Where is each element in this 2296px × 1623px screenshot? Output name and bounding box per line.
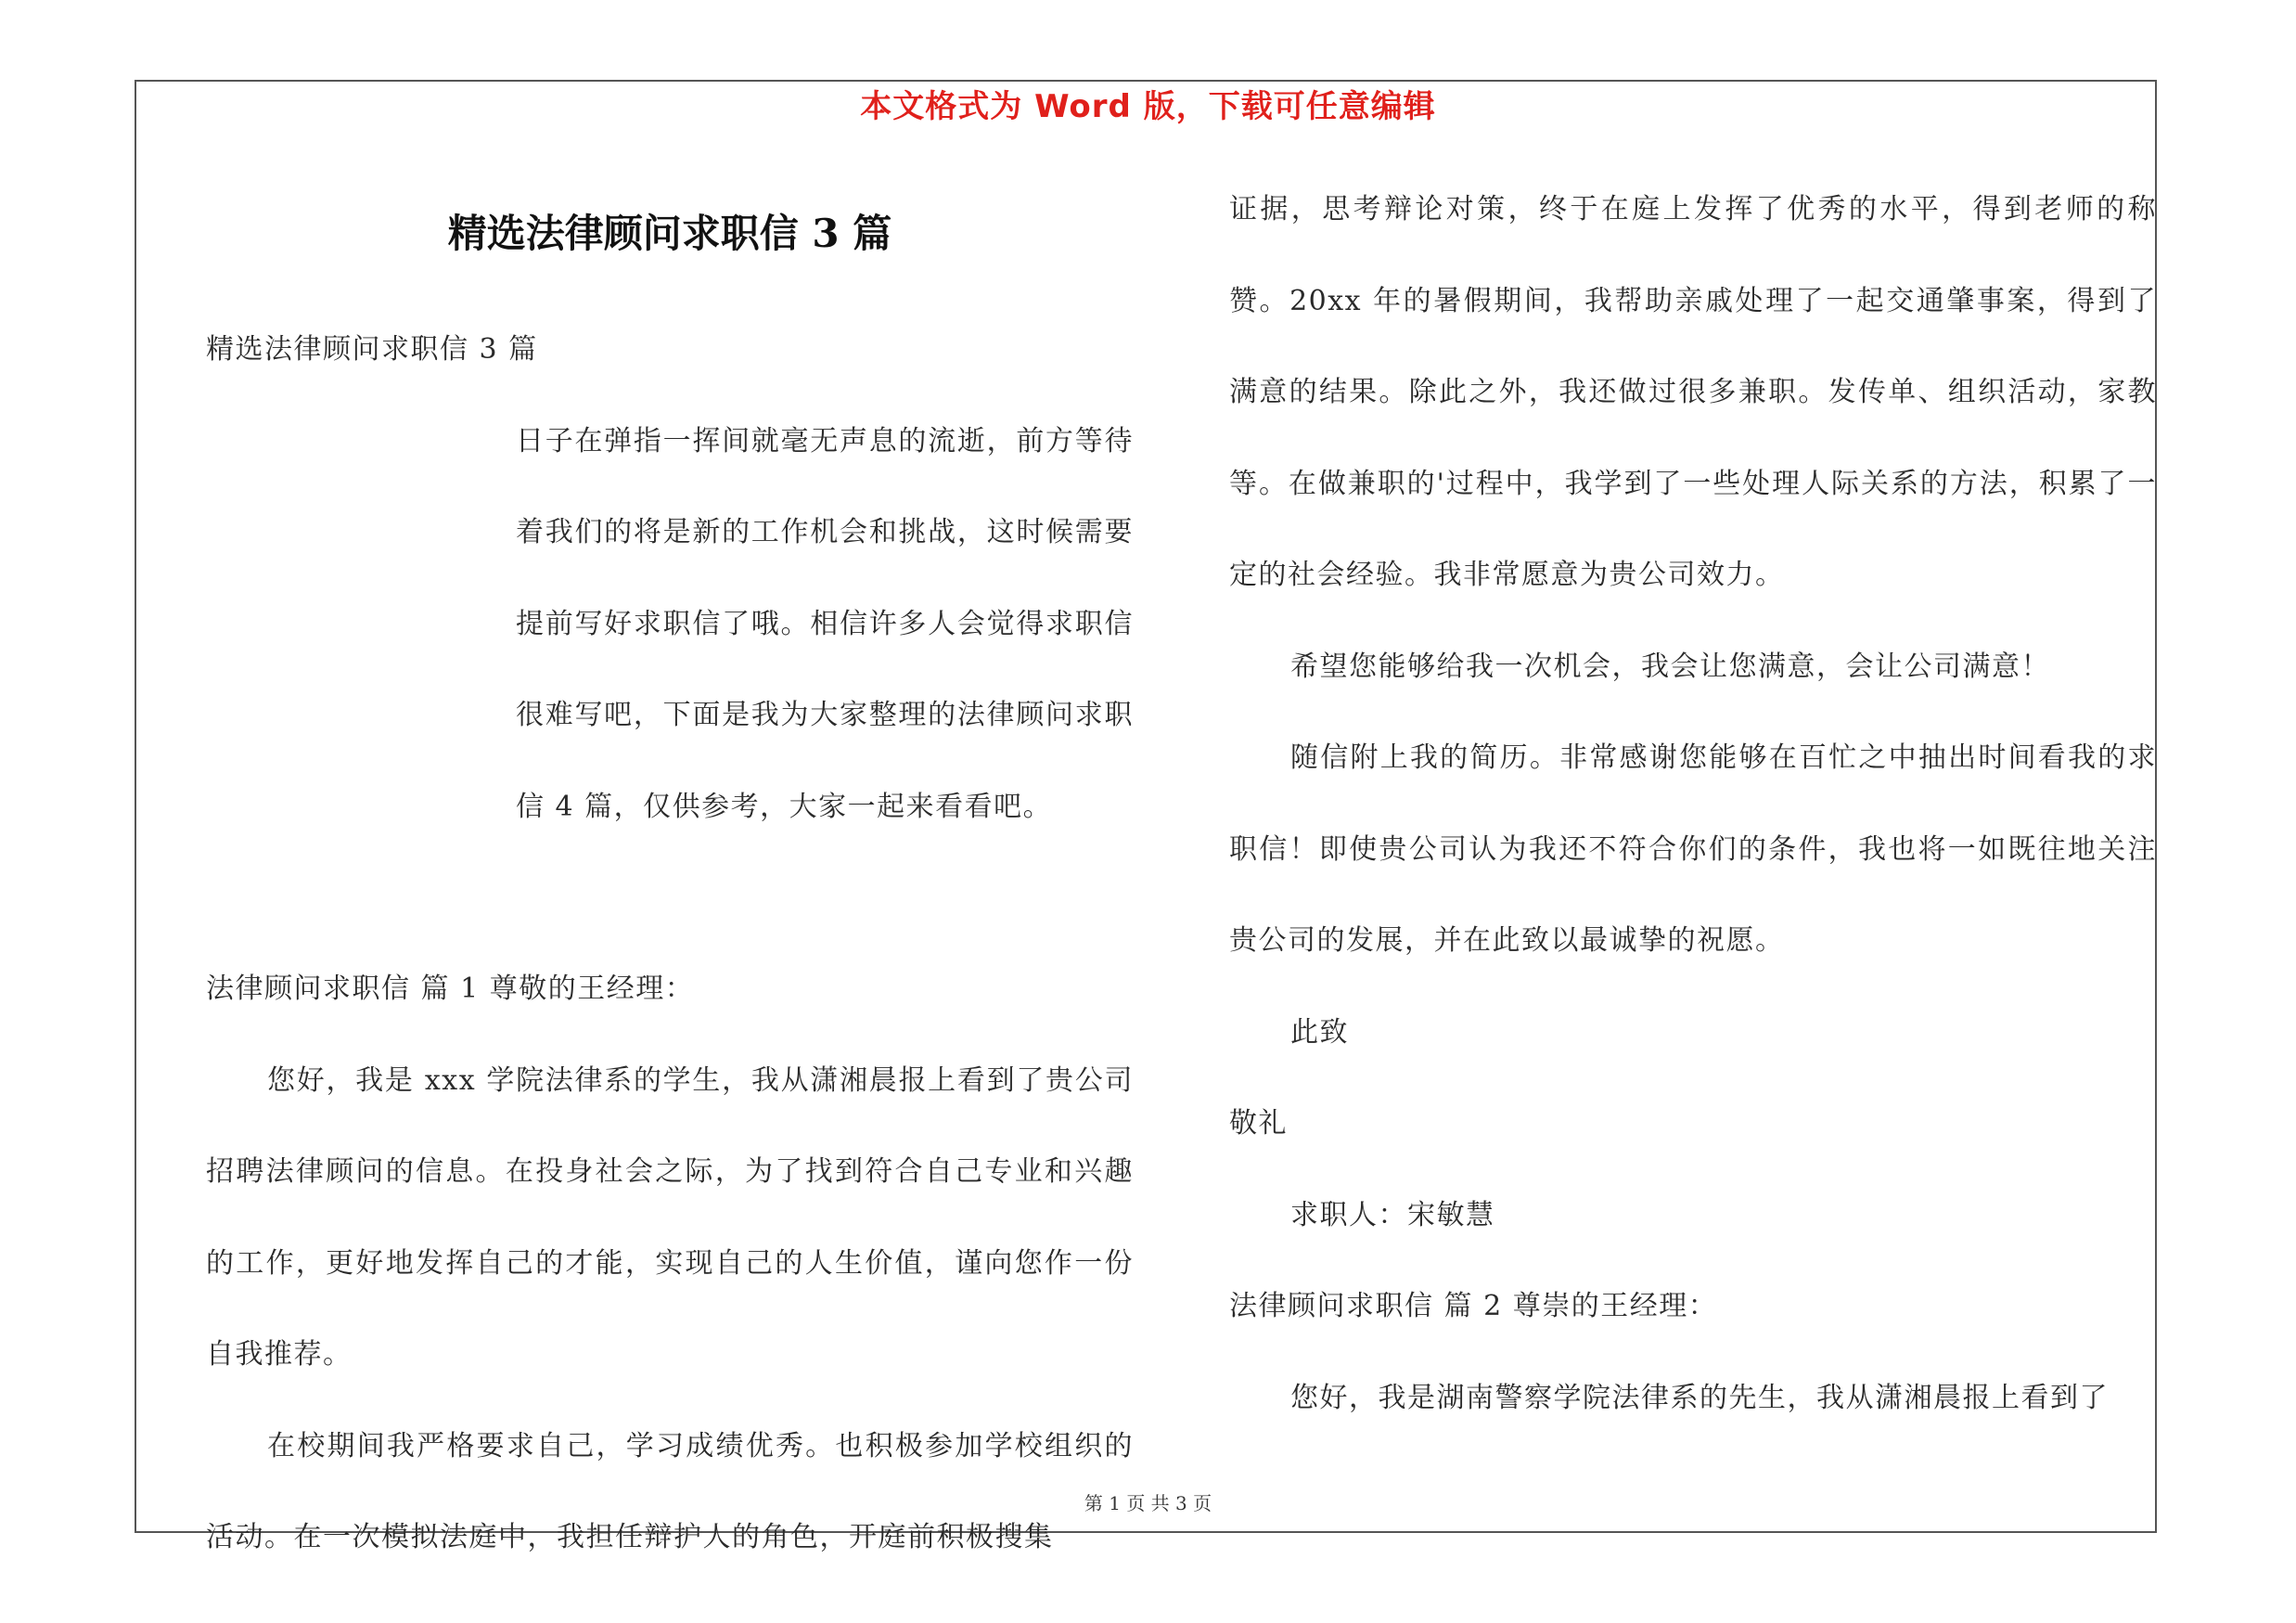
letter-2-paragraph-1: 您好，我是湖南警察学院法律系的先生，我从潇湘晨报上看到了 — [1290, 1381, 2109, 1414]
letter-1-paragraph-2: 在校期间我严格要求自己，学习成绩优秀。也积极参加学校组织的活动。在一次模拟法庭中，我担任辩护人的角色，开庭前积极搜集 — [206, 1429, 1134, 1553]
intro-paragraph: 日子在弹指一挥间就毫无声息的流逝，前方等待着我们的将是新的工作机会和挑战，这时候需要提前写好求职信了哦。相信许多人会觉得求职信很难写吧，下面是我为大家整理的法律顾问求职信 4 篇，仅供参考，大家一起来看看吧。 — [516, 424, 1134, 823]
letter-1-salutation: 敬礼 — [1229, 1107, 1288, 1140]
page-number-footer: 第 1 页 共 3 页 — [1084, 1492, 1212, 1514]
format-notice-banner: 本文格式为 Word 版，下载可任意编辑 — [860, 88, 1436, 125]
letter-2-heading: 法律顾问求职信 篇 2 尊崇的王经理： — [1229, 1290, 1718, 1322]
letter-1-heading: 法律顾问求职信 篇 1 尊敬的王经理： — [206, 973, 695, 1005]
letter-1-paragraph-2-continued: 证据，思考辩论对策，终于在庭上发挥了优秀的水平，得到老师的称赞。20xx 年的暑假期间，我帮助亲戚处理了一起交通肇事案，得到了满意的结果。除此之外，我还做过很多兼职。发传单、组织活动，家教等。在做兼职的'过程中，我学到了一些处理人际关系的方法，积累了一定的社会经验。我非常愿意为贵公司效力。 — [1229, 193, 2157, 591]
letter-1-paragraph-1: 您好，我是 xxx 学院法律系的学生，我从潇湘晨报上看到了贵公司招聘法律顾问的信息。在投身社会之际，为了找到符合自己专业和兴趣的工作，更好地发挥自己的才能，实现自己的人生价值，谨向您作一份自我推荐。 — [206, 1063, 1134, 1371]
letter-1-paragraph-4: 随信附上我的简历。非常感谢您能够在百忙之中抽出时间看我的求职信！即使贵公司认为我还不符合你们的条件，我也将一如既往地关注贵公司的发展，并在此致以最诚挚的祝愿。 — [1229, 741, 2157, 957]
letter-1-paragraph-3: 希望您能够给我一次机会，我会让您满意，会让公司满意！ — [1290, 650, 2050, 683]
paragraph-gap — [206, 853, 1134, 944]
right-column — [1229, 164, 2157, 1444]
letter-1-closing: 此致 — [1290, 1015, 1349, 1049]
subtitle-paragraph: 精选法律顾问求职信 3 篇 — [206, 333, 538, 366]
left-column — [206, 304, 1134, 1584]
document-title: 精选法律顾问求职信 3 篇 — [447, 211, 892, 256]
letter-1-signature: 求职人：宋敏慧 — [1290, 1198, 1495, 1231]
